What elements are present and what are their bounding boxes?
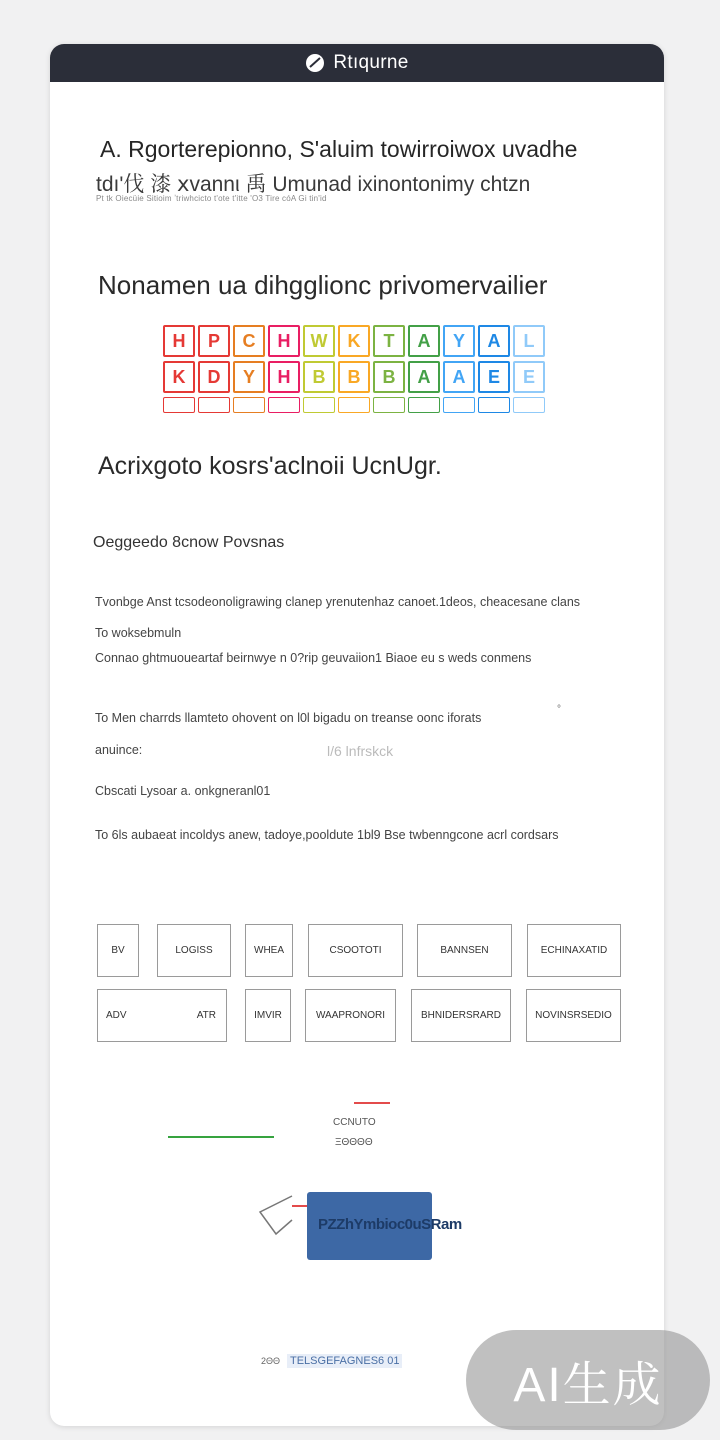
option-button[interactable]: LOGISS [157, 924, 231, 977]
key-cap: H [268, 325, 300, 357]
main-heading: A. Rgorterepionno, S'aluim towirroiwox uvadhe [100, 136, 578, 162]
paragraph-5: anuince: [95, 743, 143, 757]
key-cap: A [478, 325, 510, 357]
key-cap [198, 397, 230, 413]
red-accent-line [354, 1102, 390, 1104]
paragraph-4: To Men charrds llamteto ohovent on l0l bigadu on treanse oonc iforats [95, 711, 482, 725]
title-bar [50, 44, 664, 82]
banner-text: PZZhYmbioc0uSRam [318, 1216, 462, 1233]
subheading: tdı'伐 漆 ⅹvannι 禹 Umunad ixinontonimy chtzn [96, 173, 531, 196]
key-cap: A [408, 325, 440, 357]
document-card [50, 44, 664, 1426]
key-cap [338, 397, 370, 413]
option-button[interactable] [97, 989, 227, 1042]
key-cap [478, 397, 510, 413]
key-cap: E [478, 361, 510, 393]
key-cap [163, 397, 195, 413]
green-progress-line [168, 1136, 274, 1138]
superscript-mark: ° [557, 704, 561, 715]
option-button[interactable]: ECHINAXATID [527, 924, 621, 977]
option-button[interactable]: NOVINSRSEDIO [526, 989, 621, 1042]
key-cap [303, 397, 335, 413]
option-button[interactable]: IMVIR [245, 989, 291, 1042]
option-button[interactable]: CSOOTOTI [308, 924, 403, 977]
key-row-2 [163, 361, 561, 393]
key-cap: P [198, 325, 230, 357]
paragraph-6: Cbscati Lysoar a. onkgneranl01 [95, 784, 271, 798]
key-cap: T [373, 325, 405, 357]
key-cap: W [303, 325, 335, 357]
section-title: Nonamen ua dihgglionc privomervailier [98, 270, 548, 300]
key-row-1 [163, 325, 561, 357]
footer-link[interactable]: TELSGEFAGNES6 01 [287, 1354, 402, 1368]
option-button[interactable]: BANNSEN [417, 924, 512, 977]
footer-prefix: 2ΘΘ [261, 1356, 281, 1366]
key-cap: B [373, 361, 405, 393]
key-cap [408, 397, 440, 413]
key-cap: C [233, 325, 265, 357]
key-cap [233, 397, 265, 413]
keyboard-illustration [163, 325, 561, 433]
subsection-title: Oeggeedo 8cnow Povsnas [93, 534, 285, 551]
key-cap: L [513, 325, 545, 357]
key-cap: E [513, 361, 545, 393]
paragraph-2: To woksebmuln [95, 626, 182, 640]
option-button[interactable]: BHNIDERSRARD [411, 989, 511, 1042]
key-cap: H [163, 325, 195, 357]
faded-text: l/6 lnfrskck [327, 743, 394, 759]
button-label: ADV [106, 1010, 127, 1021]
paragraph-7: To 6ls aubaeat incoldys anew, tadoye,pooldute 1bl9 Bse twbenngcone acrl cordsars [95, 828, 559, 842]
key-cap: Y [233, 361, 265, 393]
paragraph-1: Tvonbge Anst tcsodeonoligrawing clanep yrenutenhaz canoet.1deos, cheacesane clans [95, 595, 581, 609]
window-title: Rtıqurne [333, 52, 409, 73]
headline: Acrixgoto kosrs'aclnoii UcnUgr. [98, 452, 442, 480]
leaf-icon [305, 53, 325, 73]
key-cap [268, 397, 300, 413]
option-button[interactable]: WHEA [245, 924, 293, 977]
key-cap [373, 397, 405, 413]
option-button[interactable]: WAAPRONORI [305, 989, 396, 1042]
key-cap: K [338, 325, 370, 357]
key-cap: K [163, 361, 195, 393]
key-cap: A [408, 361, 440, 393]
ai-watermark: AI生成 [466, 1330, 710, 1430]
small-label: ΞΘΘΘΘ [335, 1137, 373, 1148]
key-row-3 [163, 397, 561, 413]
small-label: CCNUTO [333, 1117, 376, 1128]
key-cap: B [303, 361, 335, 393]
paragraph-3: Connao ghtmuoueartaf beirnwye n 0?rip geuvaiion1 Biaoe eu s weds conmens [95, 651, 532, 665]
button-label: ATR [196, 1010, 216, 1021]
key-cap: B [338, 361, 370, 393]
option-button[interactable]: BV [97, 924, 139, 977]
arrow-icon [254, 1194, 314, 1240]
key-cap: Y [443, 325, 475, 357]
key-cap: D [198, 361, 230, 393]
key-cap: H [268, 361, 300, 393]
key-cap: A [443, 361, 475, 393]
fineprint: Pt tk Oiecüie Sitioim ʼtriwhcicto t'ote t'itte 'O3 Tire cóA Gi tin'id [96, 194, 327, 203]
key-cap [443, 397, 475, 413]
key-cap [513, 397, 545, 413]
